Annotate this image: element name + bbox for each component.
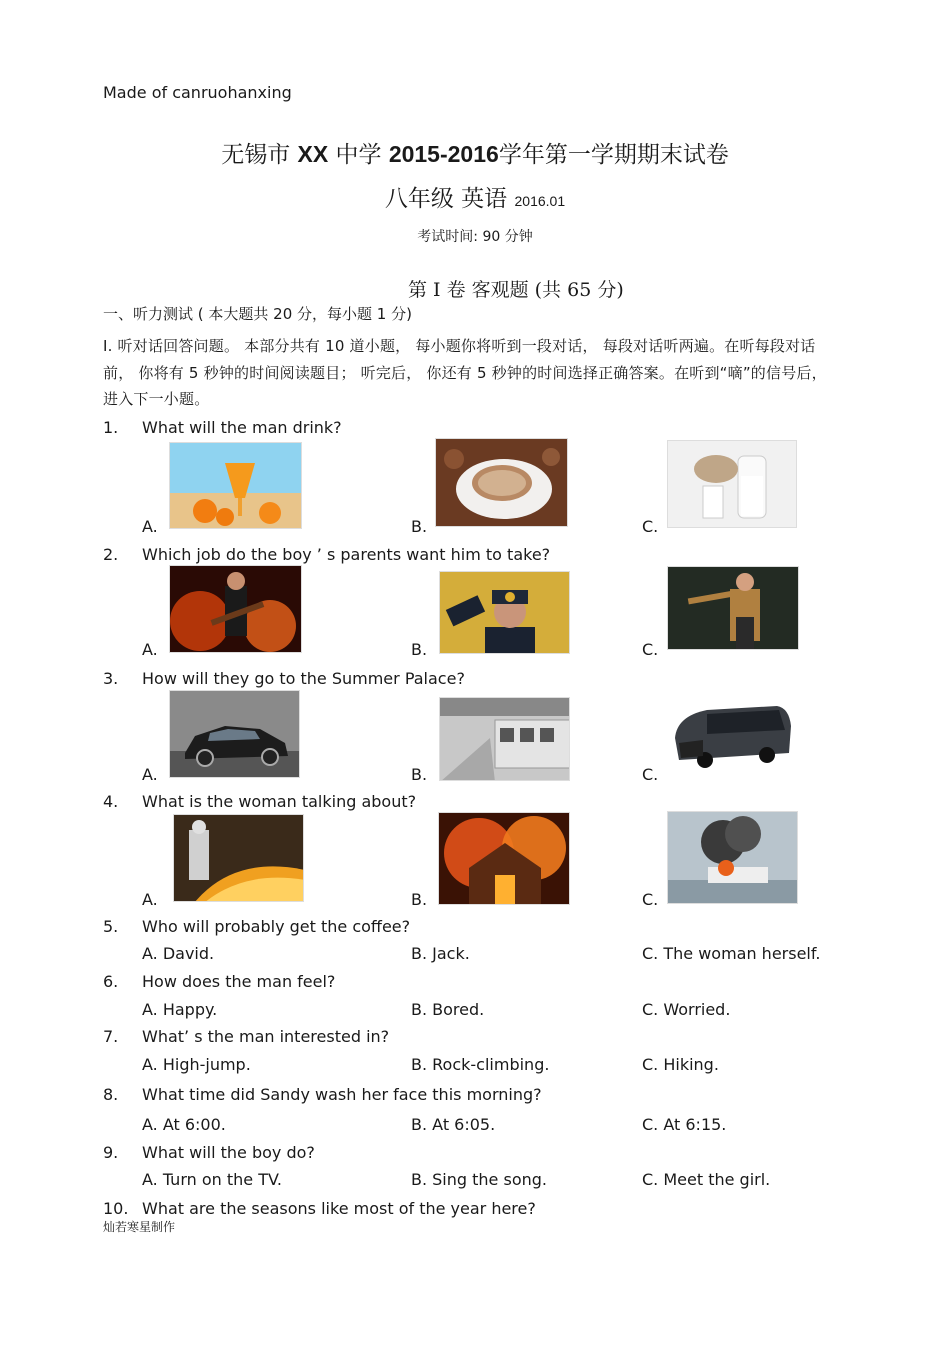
option-a: A. At 6:00. xyxy=(142,1115,226,1134)
teacher-image xyxy=(667,566,799,650)
option-b-label: B. xyxy=(411,890,428,909)
option-b-label: B. xyxy=(411,517,428,536)
question-number: 9. xyxy=(103,1143,119,1162)
question-text: What will the man drink? xyxy=(142,418,342,437)
exam-subtitle: 八年级 英语 2016.01 xyxy=(384,186,566,212)
option-a: A. David. xyxy=(142,944,215,963)
question-number: 3. xyxy=(103,669,119,688)
question-text: What is the woman talking about? xyxy=(142,792,417,811)
question-number: 7. xyxy=(103,1027,119,1046)
question-number: 4. xyxy=(103,792,119,811)
question-number: 6. xyxy=(103,972,119,991)
option-a-label: A. xyxy=(142,890,158,909)
question-text: What will the boy do? xyxy=(142,1143,315,1162)
option-c: C. The woman herself. xyxy=(642,944,821,963)
question-number: 10. xyxy=(103,1199,129,1218)
option-c: C. Hiking. xyxy=(642,1055,719,1074)
option-a: A. Turn on the TV. xyxy=(142,1170,282,1189)
question-text: Which job do the boy ’ s parents want him to take? xyxy=(142,545,551,564)
question-text: Who will probably get the coffee? xyxy=(142,917,411,936)
question-number: 2. xyxy=(103,545,119,564)
option-c-label: C. xyxy=(642,640,659,659)
exam-title: 无锡市 XX 中学 2015-2016学年第一学期期末试卷 xyxy=(221,141,729,168)
option-b: B. Bored. xyxy=(411,1000,485,1019)
question-text: How will they go to the Summer Palace? xyxy=(142,669,465,688)
question-text: What are the seasons like most of the year here? xyxy=(142,1199,536,1218)
option-b-label: B. xyxy=(411,765,428,784)
option-c: C. Worried. xyxy=(642,1000,731,1019)
car-image xyxy=(169,690,300,778)
option-c-label: C. xyxy=(642,890,659,909)
question-text: What’ s the man interested in? xyxy=(142,1027,390,1046)
question-text: What time did Sandy wash her face this morning? xyxy=(142,1085,542,1104)
question-number: 8. xyxy=(103,1085,119,1104)
option-c: C. Meet the girl. xyxy=(642,1170,771,1189)
volume-title: 第 I 卷 客观题 (共 65 分) xyxy=(408,279,624,301)
option-b-label: B. xyxy=(411,640,428,659)
exam-date: 2016.01 xyxy=(514,193,566,209)
ship-fire-image xyxy=(667,811,798,904)
page-footer: 灿若寒星制作 xyxy=(103,1220,176,1234)
listening-instructions: I. 听对话回答问题。 本部分共有 10 道小题， 每小题你将听到一段对话， 每段对话听两遍。在听每段对话前， 你将有 5 秒钟的时间阅读题目； 听完后， 你还有 5 秒钟的时间选择正确答案。在听到“嘀”的信号后，进入下一小题。 xyxy=(103,337,827,408)
milk-image xyxy=(667,440,797,528)
question-number: 1. xyxy=(103,418,119,437)
policeman-image xyxy=(439,571,570,654)
option-c: C. At 6:15. xyxy=(642,1115,727,1134)
option-a-label: A. xyxy=(142,765,158,784)
option-a-label: A. xyxy=(142,517,158,536)
factory-image xyxy=(173,814,304,902)
option-a: A. High-jump. xyxy=(142,1055,251,1074)
option-a-label: A. xyxy=(142,640,158,659)
option-b: B. Jack. xyxy=(411,944,470,963)
exam-time: 考试时间: 90 分钟 xyxy=(417,229,533,245)
option-c-label: C. xyxy=(642,517,659,536)
header-credit: Made of canruohanxing xyxy=(103,83,292,102)
house-fire-image xyxy=(438,812,570,905)
subway-image xyxy=(439,697,570,781)
orange-juice-image xyxy=(169,442,302,529)
option-a: A. Happy. xyxy=(142,1000,218,1019)
question-number: 5. xyxy=(103,917,119,936)
option-b: B. Sing the song. xyxy=(411,1170,547,1189)
option-b: B. Rock-climbing. xyxy=(411,1055,550,1074)
option-c-label: C. xyxy=(642,765,659,784)
option-b: B. At 6:05. xyxy=(411,1115,496,1134)
bus-image xyxy=(667,698,797,774)
coffee-image xyxy=(435,438,568,527)
guitarist-image xyxy=(169,565,302,653)
question-text: How does the man feel? xyxy=(142,972,336,991)
section-heading: 一、听力测试 ( 本大题共 20 分，每小题 1 分) xyxy=(103,305,412,323)
